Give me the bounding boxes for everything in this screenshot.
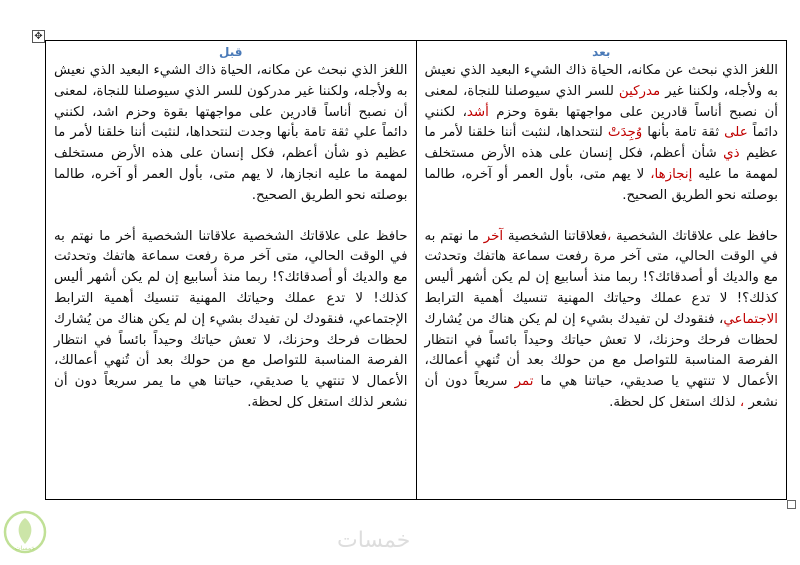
text-run: لنتحداها، لنثبت أننا خلقنا لأمر ما عظيم: [424, 125, 778, 162]
before-column[interactable]: [46, 41, 417, 500]
highlighted-correction: على: [724, 125, 748, 141]
text-run: فعلاقاتنا الشخصية: [503, 228, 607, 244]
highlighted-correction: مدركين: [618, 83, 661, 99]
highlighted-correction: وُجِدَتْ: [607, 125, 643, 141]
table-row: [46, 41, 787, 500]
text-run: سريعاً دون أن نشعر: [424, 374, 778, 410]
highlighted-correction: آخر: [483, 228, 504, 244]
text-run: ثقة تامة بأنها: [642, 125, 725, 141]
before-paragraph-2: حافظ على علاقاتك الشخصية علاقاتنا الشخصية أخر ما نهتم به في الوقت الحالي، متى آخر مرة رفعت سماعة هاتفك وتحدثت مع والديك أو أصدقائك؟! ربما منذ أسابيع إن لم يكن أشهر أليس كذلك! لا تدع عملك وحياتك المهنية تنسيك أهمية الترابط الإجتماعي، فنقودك لن تفيدك بشيء إن لم يكن هناك من يُشارك لحظات فرحك وحزنك، لا تعش حياتك وحيداً بائساً في انتظار الفرصة المناسبة للتواصل مع من حولك بعد أن تُنهي أعمالك، الأعمال لا تنتهي يا صديقي، حياتنا هي ما يمر سريعاً دون أن نشعر لذلك استغل كل لحظة.: [54, 228, 408, 410]
table-move-handle-icon[interactable]: ✥: [32, 30, 45, 43]
highlighted-correction: أشد: [466, 104, 489, 120]
text-run: لا يهم متى، بأول العمر أو آخره، طالما بوصلته نحو الطريق الصحيح.: [424, 166, 778, 203]
highlighted-correction: تمر: [514, 374, 534, 390]
after-column[interactable]: [416, 41, 787, 500]
table-resize-handle-icon[interactable]: [787, 500, 796, 509]
text-run: ، لكنني دائماً: [424, 104, 779, 141]
text-run: ما نهتم به في الوقت الحالي، متى آخر مرة رفعت سماعة هاتفك وتحدثت مع والديك أو أصدقائك؟! ربما منذ أسابيع إن لم يكن أشهر أليس كذلك؟! لا تدع عملك وحياتك المهنية تنسيك أهمية الترابط: [424, 228, 778, 306]
watermark-text: خمسات: [337, 528, 411, 553]
khamsat-logo: [3, 510, 47, 554]
highlighted-correction: ،: [606, 228, 612, 244]
text-run: لذلك استغل كل لحظة.: [609, 394, 740, 410]
before-paragraph-1: اللغز الذي نبحث عن مكانه، الحياة ذاك الشيء البعيد الذي نعيش به ولأجله، ولكننا غير مدركون للسر الذي سيوصلنا للنجاة، لمعنى أن نصبح أناساً قادرين على مواجهتها بقوة وحزم اشد، لكنني دائماً علي ثقة تامة بأنها وجدت لنتحداها، لنثبت أننا خلقنا لأمر ما عظيم ذو شأن أعظم، فكل إنسان على هذه الأرض مستخلف لمهمة ما عليه انجازها، لا يهم متى، بأول العمر أو آخره، طالما بوصلته نحو الطريق الصحيح.: [54, 63, 408, 203]
text-run: شأن أعظم، فكل إنسان على هذه الأرض مستخلف لمهمة ما عليه: [424, 146, 778, 182]
text-run: ، فنقودك لن تفيدك بشيء إن لم يكن هناك من يُشارك لحظات فرحك وحزنك، لا تعش حياتك وحيداً بائساً في انتظار الفرصة المناسبة للتواصل مع من حولك بعد أن تُنهي أعمالك، الأعمال لا تنتهي يا صديقي، حياتنا هي ما: [424, 311, 778, 390]
after-paragraph-1: [425, 61, 779, 207]
after-paragraph-2: [425, 227, 779, 414]
highlighted-correction: إنجازها،: [650, 166, 693, 182]
highlighted-correction: ذي: [723, 146, 740, 162]
before-header: قبل: [219, 45, 243, 59]
highlighted-correction: ،: [739, 394, 745, 410]
after-header: بعد: [592, 45, 611, 59]
highlighted-correction: الاجتماعي: [723, 311, 778, 327]
text-run: حافظ على علاقاتك الشخصية: [611, 228, 778, 244]
text-run: اللغز الذي نبحث عن مكانه، الحياة ذاك الشيء البعيد الذي نعيش به ولأجله، ولكننا غير: [424, 63, 778, 99]
comparison-table: [45, 40, 787, 500]
text-run: للسر الذي سيوصلنا للنجاة، لمعنى أن نصبح أناساً قادرين على مواجهتها بقوة وحزم: [424, 83, 778, 120]
logo-caption: خمسات: [14, 545, 36, 552]
